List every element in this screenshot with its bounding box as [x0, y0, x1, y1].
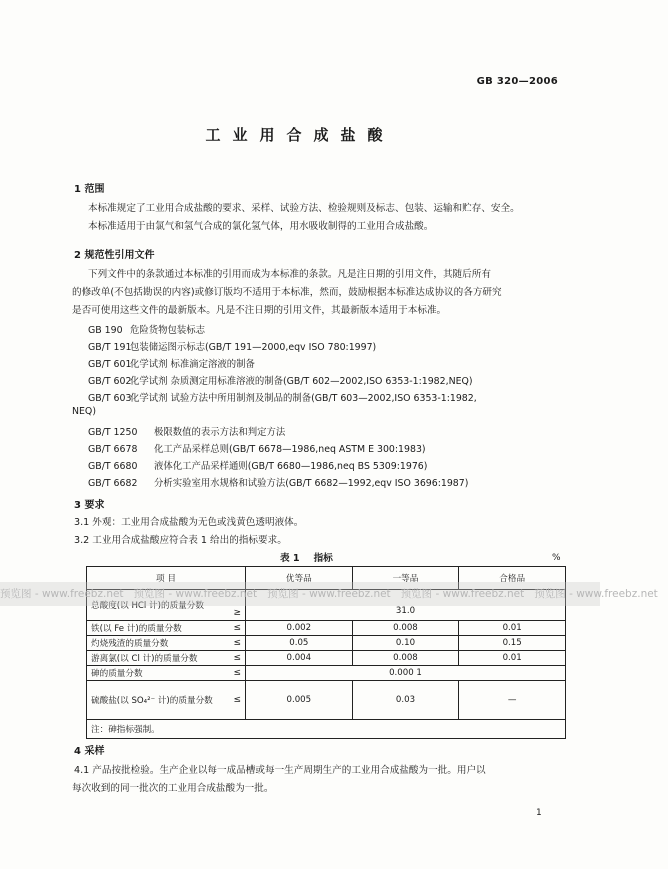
- reference-item: GB 190 危险货物包装标志: [88, 325, 206, 336]
- col-header-item: 项 目: [87, 567, 246, 590]
- watermark-banner: 预览图 - www.freebz.net 预览图 - www.freebz.net 预览图 - www.freebz.net 预览图 - www.freebz.net 预览图 - www.freebz.net: [0, 582, 600, 606]
- section-1-para-1: 本标准规定了工业用合成盐酸的要求、采样、试验方法、检验规则及标志、包装、运输和贮存、安全。: [88, 203, 520, 214]
- reference-item-continuation: NEQ): [72, 406, 96, 417]
- section-2-intro-2: 的修改单(不包括勘误的内容)或修订版均不适用于本标准，然而，鼓励根据本标准达成协议的各方研究: [72, 287, 502, 298]
- table-row: 灼烧残渣的质量分数 ≤ 0.05 0.10 0.15: [87, 636, 566, 651]
- page-number: 1: [536, 808, 542, 818]
- page-title: 工业用合成盐酸: [205, 126, 395, 144]
- section-4-1-line-2: 每次收到的同一批次的工业用合成盐酸为一批。: [72, 783, 274, 794]
- col-header-premium: 优等品: [246, 567, 353, 590]
- table-unit: %: [552, 553, 561, 563]
- section-2-heading: 2 规范性引用文件: [74, 250, 155, 261]
- section-3-heading: 3 要求: [74, 500, 105, 511]
- section-2-intro-3: 是否可使用这些文件的最新版本。凡是不注日期的引用文件，其最新版本适用于本标准。: [72, 305, 447, 316]
- table-note-row: 注：砷指标强制。: [87, 720, 566, 739]
- col-header-qualified: 合格品: [459, 567, 566, 590]
- reference-item: GB/T 1250 极限数值的表示方法和判定方法: [88, 427, 286, 438]
- section-3-1: 3.1 外观：工业用合成盐酸为无色或浅黄色透明液体。: [74, 517, 304, 528]
- reference-item: GB/T 603化学试剂 试验方法中所用制剂及制品的制备(GB/T 603—2002,ISO 6353-1:1982,: [88, 393, 477, 404]
- section-4-1-line-1: 4.1 产品按批检验。生产企业以每一成品槽或每一生产周期生产的工业用合成盐酸为一批。用户以: [74, 765, 486, 776]
- table-row: 总酸度(以 HCl 计)的质量分数 ≥ 31.0: [87, 590, 566, 621]
- reference-item: GB/T 602化学试剂 杂质测定用标准溶液的制备(GB/T 602—2002,ISO 6353-1:1982,NEQ): [88, 376, 473, 387]
- table-row: 游离氯(以 Cl 计)的质量分数 ≤ 0.004 0.008 0.01: [87, 651, 566, 666]
- section-1-heading: 1 范围: [74, 184, 105, 195]
- table-row: 砷的质量分数 ≤ 0.000 1: [87, 666, 566, 681]
- standard-code: GB 320—2006: [476, 76, 558, 87]
- table-row: 铁(以 Fe 计)的质量分数 ≤ 0.002 0.008 0.01: [87, 621, 566, 636]
- section-3-2: 3.2 工业用合成盐酸应符合表 1 给出的指标要求。: [74, 535, 287, 546]
- reference-item: GB/T 601化学试剂 标准滴定溶液的制备: [88, 359, 255, 370]
- section-1-para-2: 本标准适用于由氯气和氢气合成的氯化氢气体，用水吸收制得的工业用合成盐酸。: [88, 221, 434, 232]
- reference-item: GB/T 6680 液体化工产品采样通则(GB/T 6680—1986,neq BS 5309:1976): [88, 461, 428, 472]
- reference-item: GB/T 6678 化工产品采样总则(GB/T 6678—1986,neq ASTM E 300:1983): [88, 444, 426, 455]
- section-4-heading: 4 采样: [74, 746, 105, 757]
- reference-item: GB/T 191包装储运图示标志(GB/T 191—2000,eqv ISO 780:1997): [88, 342, 377, 353]
- table-caption: 表 1 指标: [280, 553, 333, 564]
- reference-item: GB/T 6682 分析实验室用水规格和试验方法(GB/T 6682—1992,eqv ISO 3696:1987): [88, 478, 469, 489]
- table-row: 硫酸盐(以 SO₄²⁻ 计)的质量分数 ≤ 0.005 0.03 —: [87, 681, 566, 720]
- col-header-first: 一等品: [352, 567, 459, 590]
- section-2-intro-1: 下列文件中的条款通过本标准的引用而成为本标准的条款。凡是注日期的引用文件，其随后所有: [88, 269, 491, 280]
